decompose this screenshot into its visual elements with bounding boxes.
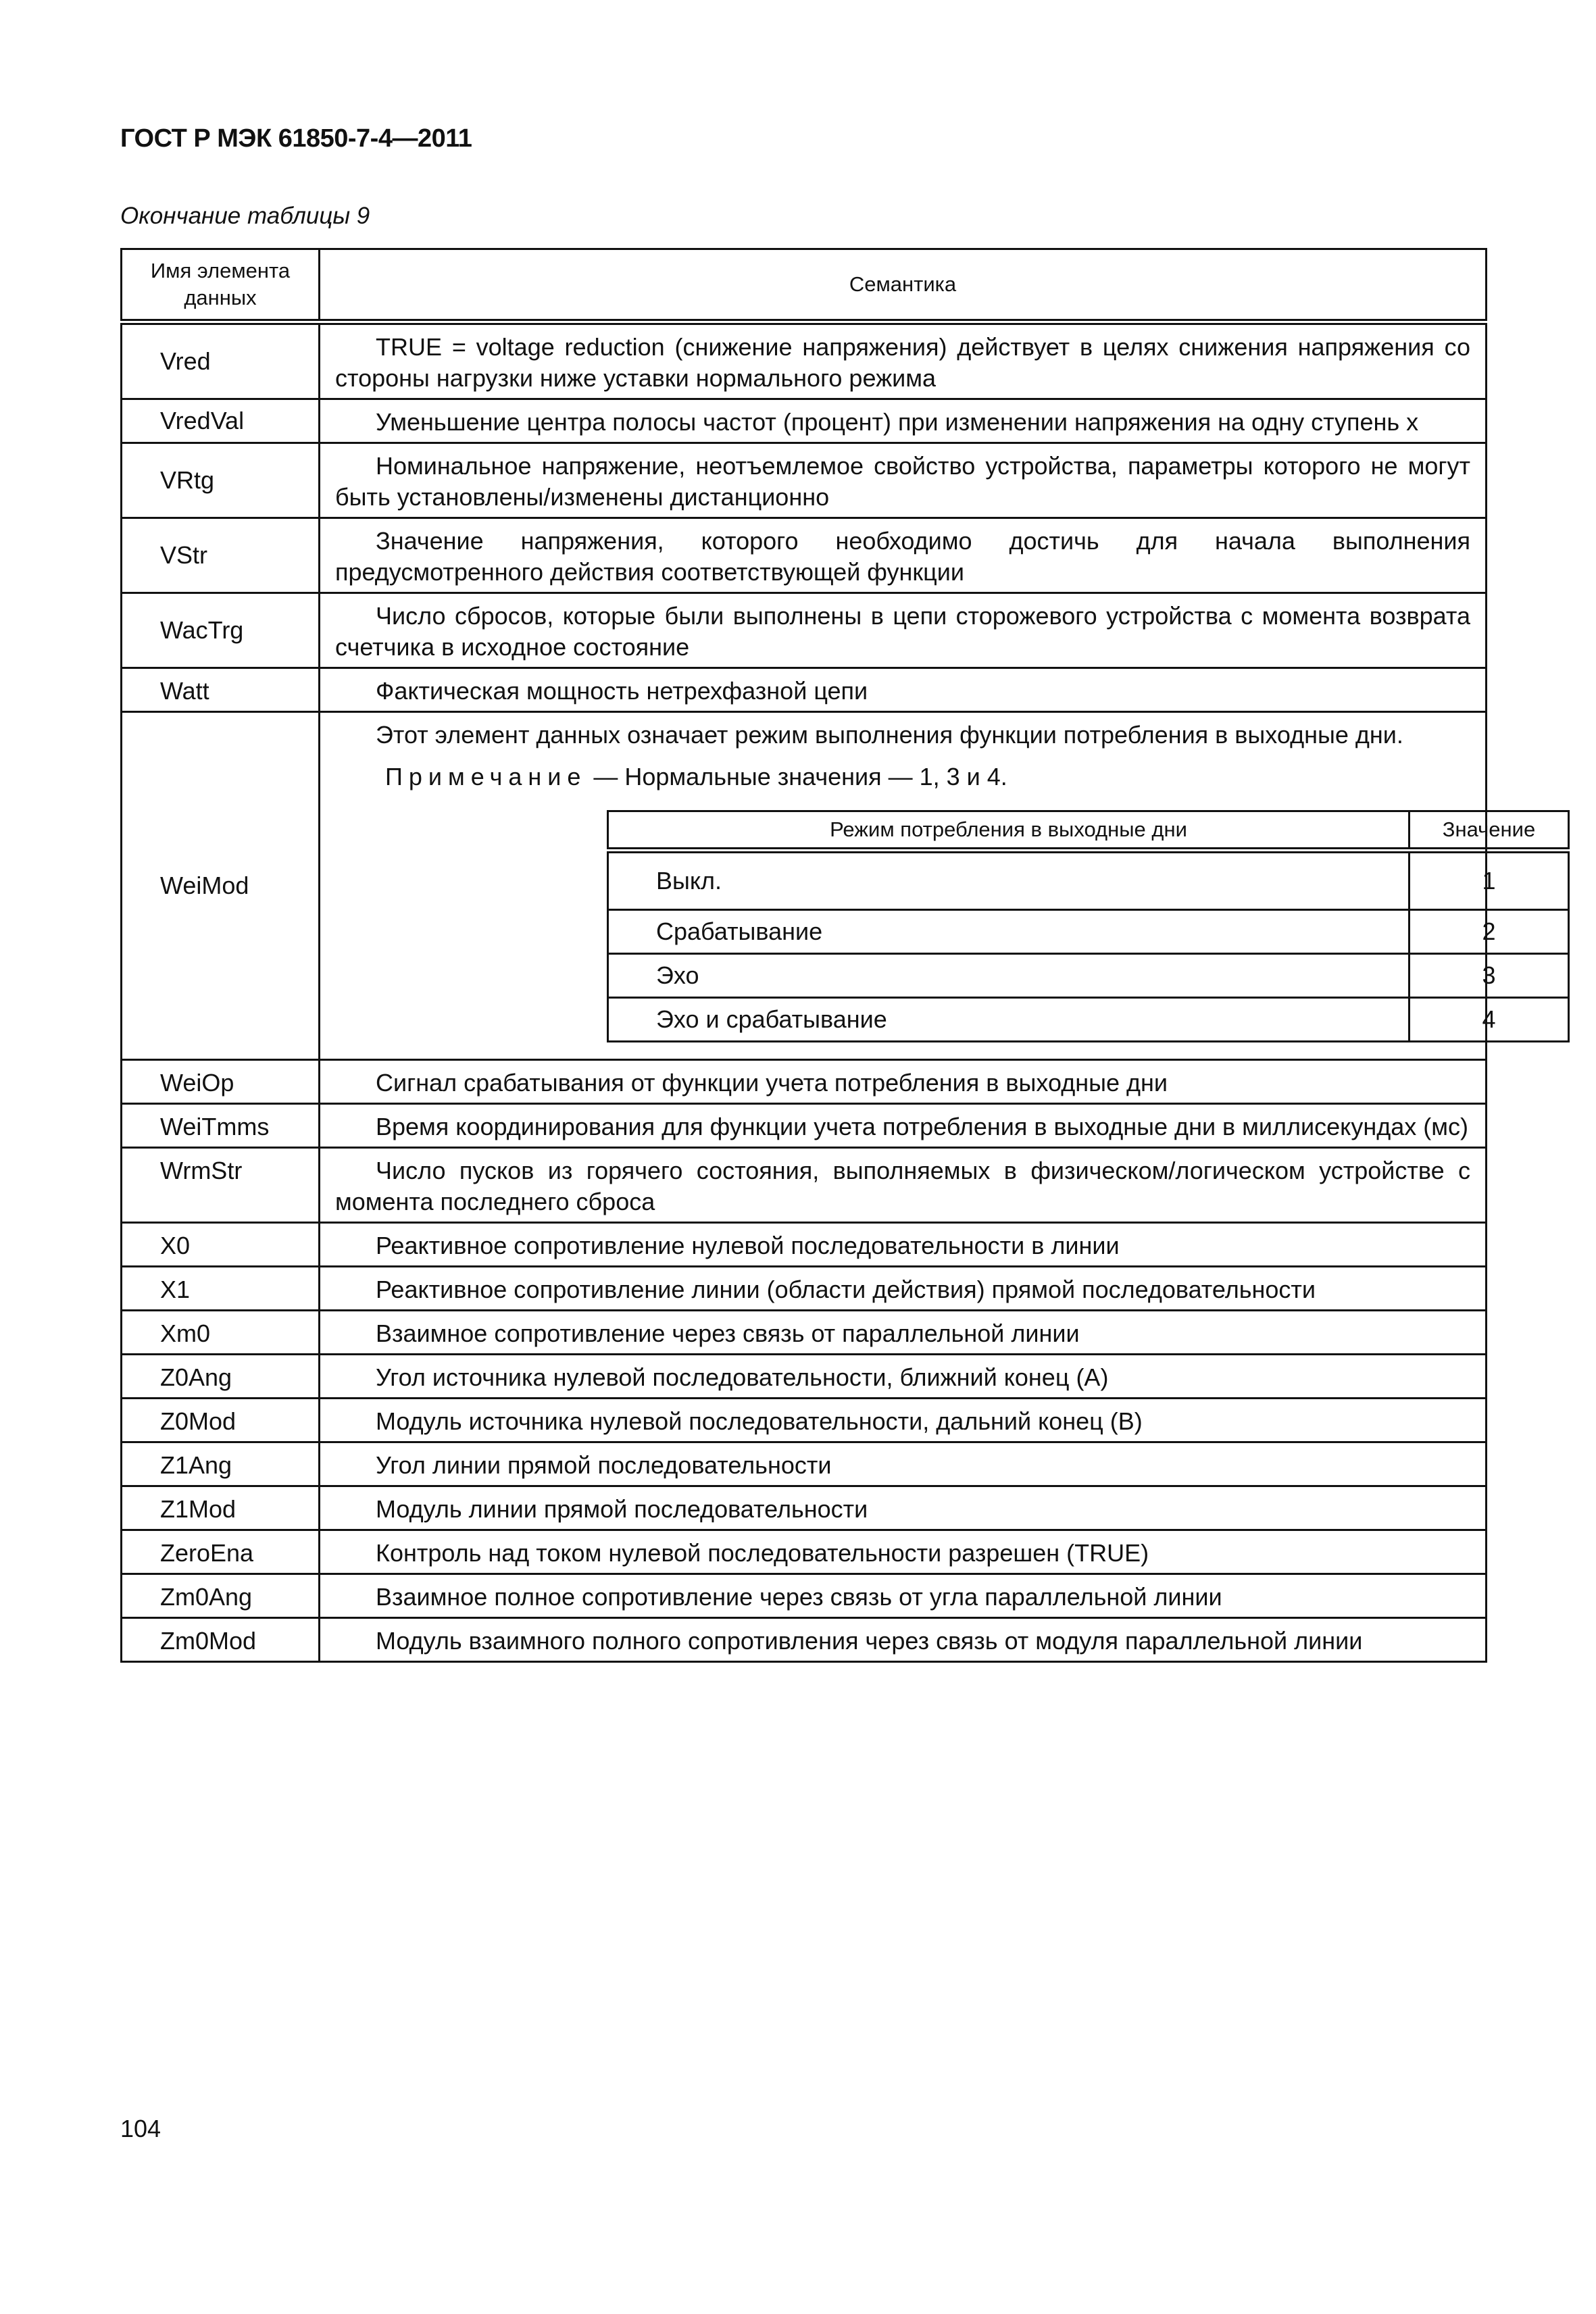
row-name: WeiTmms	[122, 1104, 320, 1148]
weimod-note	[385, 761, 1470, 793]
inner-header-row	[608, 811, 1569, 851]
row-name: Z0Ang	[122, 1355, 320, 1399]
table-row	[122, 518, 1487, 593]
inner-value: 4	[1410, 998, 1569, 1042]
row-name: WacTrg	[122, 593, 320, 668]
inner-row	[608, 954, 1569, 998]
inner-mode: Срабатывание	[608, 910, 1410, 954]
row-semantics: Угол линии прямой последовательности	[320, 1442, 1487, 1486]
row-semantics: TRUE = voltage reduction (снижение напряжения) действует в целях снижения напряжения со стороны нагрузки ниже уставки нормального режима	[320, 322, 1487, 399]
inner-mode: Выкл.	[608, 851, 1410, 910]
table-row	[122, 1442, 1487, 1486]
weekend-mode-table	[607, 810, 1570, 1042]
row-name: VredVal	[122, 399, 320, 443]
table-row	[122, 668, 1487, 712]
inner-value: 1	[1410, 851, 1569, 910]
inner-header-value: Значение	[1410, 811, 1569, 851]
inner-mode: Эхо и срабатывание	[608, 998, 1410, 1042]
inner-value: 3	[1410, 954, 1569, 998]
row-semantics: Контроль над током нулевой последовательности разрешен (TRUE)	[320, 1530, 1487, 1574]
row-name: VStr	[122, 518, 320, 593]
table-row	[122, 1574, 1487, 1618]
document-title: ГОСТ Р МЭК 61850-7-4—2011	[120, 124, 472, 153]
row-semantics: Число пусков из горячего состояния, выполняемых в физическом/логическом устройстве с момента последнего сброса	[320, 1148, 1487, 1223]
table-row	[122, 322, 1487, 399]
row-name: Xm0	[122, 1311, 320, 1355]
row-semantics: Время координирования для функции учета потребления в выходные дни в миллисекундах (мс)	[320, 1104, 1487, 1148]
column-header-semantics: Семантика	[320, 249, 1487, 322]
table-row	[122, 1530, 1487, 1574]
row-name: WrmStr	[122, 1148, 320, 1223]
row-semantics: Угол источника нулевой последовательности, ближний конец (А)	[320, 1355, 1487, 1399]
row-semantics: Взаимное сопротивление через связь от параллельной линии	[320, 1311, 1487, 1355]
row-semantics: Взаимное полное сопротивление через связь от угла параллельной линии	[320, 1574, 1487, 1618]
row-semantics: Число сбросов, которые были выполнены в цепи сторожевого устройства с момента возврата счетчика в исходное состояние	[320, 593, 1487, 668]
table-row	[122, 1618, 1487, 1662]
row-name: WeiMod	[122, 712, 320, 1060]
table-row-weimod	[122, 712, 1487, 1060]
weimod-description: Этот элемент данных означает режим выполнения функции потребления в выходные дни.	[376, 721, 1403, 749]
row-semantics: Модуль взаимного полного сопротивления через связь от модуля параллельной линии	[320, 1618, 1487, 1662]
row-semantics: Реактивное сопротивление нулевой последовательности в линии	[320, 1223, 1487, 1267]
inner-row	[608, 998, 1569, 1042]
table-row	[122, 1311, 1487, 1355]
page-number: 104	[120, 2115, 161, 2142]
table-row	[122, 443, 1487, 518]
inner-header-mode: Режим потребления в выходные дни	[608, 811, 1410, 851]
table-row	[122, 1399, 1487, 1442]
data-elements-table	[120, 248, 1536, 1663]
row-semantics: Фактическая мощность нетрехфазной цепи	[320, 668, 1487, 712]
row-name: Zm0Ang	[122, 1574, 320, 1618]
row-name: ZeroEna	[122, 1530, 320, 1574]
row-semantics: Значение напряжения, которого необходимо достичь для начала выполнения предусмотренного действия соответствующей функции	[320, 518, 1487, 593]
table-row	[122, 399, 1487, 443]
table-header-row	[122, 249, 1487, 322]
row-name: X0	[122, 1223, 320, 1267]
table-row	[122, 1223, 1487, 1267]
row-name: Z1Mod	[122, 1486, 320, 1530]
table-row	[122, 1148, 1487, 1223]
row-name: WeiOp	[122, 1060, 320, 1104]
row-name: X1	[122, 1267, 320, 1311]
table-caption: Окончание таблицы 9	[120, 203, 370, 229]
row-semantics: Номинальное напряжение, неотъемлемое свойство устройства, параметры которого не могут быть установлены/изменены дистанционно	[320, 443, 1487, 518]
row-name: Z1Ang	[122, 1442, 320, 1486]
table-row	[122, 1104, 1487, 1148]
inner-row	[608, 851, 1569, 910]
row-name: VRtg	[122, 443, 320, 518]
row-name: Vred	[122, 322, 320, 399]
table-row	[122, 593, 1487, 668]
row-semantics: Реактивное сопротивление линии (области действия) прямой последовательности	[320, 1267, 1487, 1311]
row-semantics	[320, 712, 1536, 1060]
row-semantics: Уменьшение центра полосы частот (процент) при изменении напряжения на одну ступень x	[320, 399, 1487, 443]
inner-mode: Эхо	[608, 954, 1410, 998]
row-name: Zm0Mod	[122, 1618, 320, 1662]
row-name: Watt	[122, 668, 320, 712]
column-header-name: Имя элемента данных	[122, 249, 320, 322]
table-row	[122, 1486, 1487, 1530]
row-semantics: Модуль источника нулевой последовательности, дальний конец (В)	[320, 1399, 1487, 1442]
table-row	[122, 1060, 1487, 1104]
note-label: Примечание	[385, 763, 587, 790]
row-semantics: Модуль линии прямой последовательности	[320, 1486, 1487, 1530]
table-row	[122, 1355, 1487, 1399]
row-name: Z0Mod	[122, 1399, 320, 1442]
table-row	[122, 1267, 1487, 1311]
note-text: — Нормальные значения — 1, 3 и 4.	[587, 763, 1007, 790]
row-semantics: Сигнал срабатывания от функции учета потребления в выходные дни	[320, 1060, 1487, 1104]
inner-value: 2	[1410, 910, 1569, 954]
inner-row	[608, 910, 1569, 954]
